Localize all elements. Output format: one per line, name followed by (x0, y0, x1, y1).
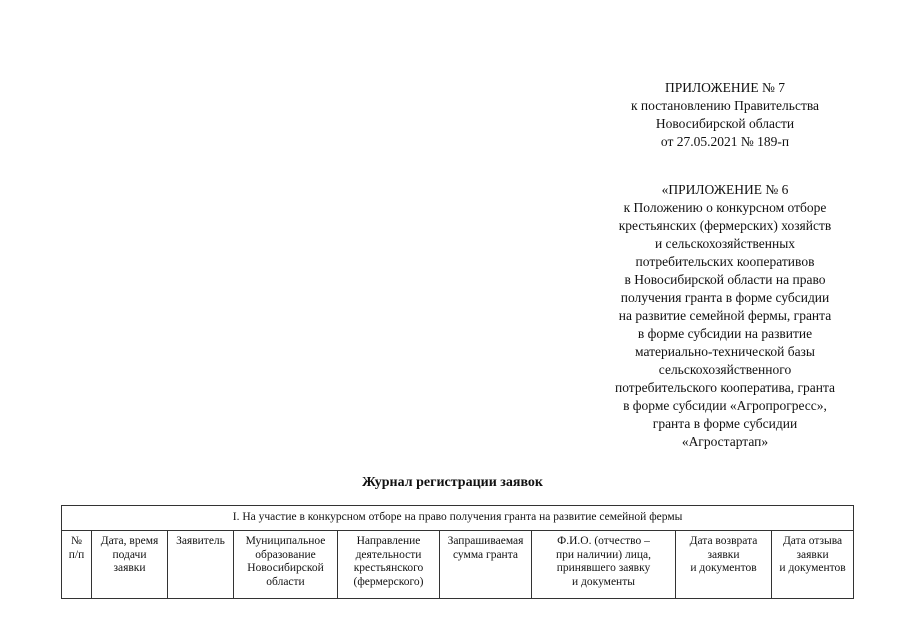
column-header-grant-amount (440, 531, 532, 599)
appendix-7-line: от 27.05.2021 № 189-п (660, 134, 790, 149)
appendix-7-line: Новосибирской области (655, 116, 795, 131)
appendix-6-line: материально-технической базы (635, 344, 815, 359)
header-line: (фермерского) (353, 575, 424, 588)
column-header-applicant (168, 531, 234, 599)
appendix-7-line: ПРИЛОЖЕНИЕ № 7 (664, 80, 786, 95)
column-header-activity (338, 531, 440, 599)
column-header-receiver (532, 531, 676, 599)
appendix-6-line: и сельскохозяйственных (654, 236, 796, 251)
header-line: Муниципальное (245, 535, 326, 547)
header-line: заявки (707, 548, 740, 561)
header-line: сумма гранта (452, 548, 518, 561)
header-line: и документов (779, 562, 846, 574)
appendix-6-line: потребительского кооператива, гранта (614, 380, 836, 395)
header-line: Новосибирской (247, 562, 324, 574)
appendix-6-line: в форме субсидии на развитие (637, 326, 813, 341)
header-line: заявки (796, 548, 829, 561)
header-line: Дата, время (100, 535, 159, 547)
header-line: Дата возврата (689, 535, 758, 547)
column-header-return-date (676, 531, 772, 599)
column-header-municipality (234, 531, 338, 599)
header-line: п/п (68, 548, 85, 561)
header-line: № (71, 535, 82, 547)
appendix-6-line: потребительских кооперативов (635, 254, 815, 269)
appendix-6-line: гранта в форме субсидии (652, 416, 798, 431)
appendix-7-header (565, 79, 885, 151)
appendix-6-line: «ПРИЛОЖЕНИЕ № 6 (661, 182, 789, 197)
header-line: принявшего заявку (556, 562, 651, 574)
appendix-6-line: в форме субсидии «Агропрогресс», (623, 398, 827, 413)
registration-table (61, 505, 854, 599)
appendix-6-line: на развитие семейной фермы, гранта (618, 308, 832, 323)
appendix-6-line: к Положению о конкурсном отборе (623, 200, 827, 215)
header-line: крестьянского (353, 562, 424, 574)
journal-title: Журнал регистрации заявок (361, 475, 543, 490)
header-line: и документы (572, 575, 635, 588)
header-line: Направление (356, 535, 421, 547)
appendix-6-line: крестьянских (фермерских) хозяйств (618, 218, 832, 233)
appendix-6-line: получения гранта в форме субсидии (620, 290, 830, 305)
header-line: образование (255, 548, 316, 561)
header-line: Запрашиваемая (447, 535, 524, 547)
header-line: Ф.И.О. (отчество – (557, 535, 650, 547)
column-header-submission-date (92, 531, 168, 599)
section-row (62, 506, 854, 531)
section-title: I. На участие в конкурсном отборе на право получения гранта на развитие семейной фермы (62, 506, 854, 531)
appendix-6-header (565, 181, 885, 451)
header-line: области (266, 575, 305, 588)
header-line: подачи (112, 548, 147, 561)
appendix-6-line: сельскохозяйственного (658, 362, 792, 377)
header-line: при наличии) лица, (555, 548, 651, 561)
header-line: и документов (690, 562, 757, 574)
header-line: Заявитель (176, 535, 225, 547)
header-line: деятельности (355, 548, 422, 561)
column-header-number (62, 531, 92, 599)
column-header-withdrawal-date (772, 531, 854, 599)
appendix-6-line: в Новосибирской области на право (624, 272, 826, 287)
header-line: Дата отзыва (782, 535, 843, 547)
column-header-row (62, 531, 854, 599)
header-line: заявки (113, 562, 146, 574)
appendix-7-line: к постановлению Правительства (630, 98, 820, 113)
appendix-6-line: «Агростартап» (681, 434, 769, 449)
